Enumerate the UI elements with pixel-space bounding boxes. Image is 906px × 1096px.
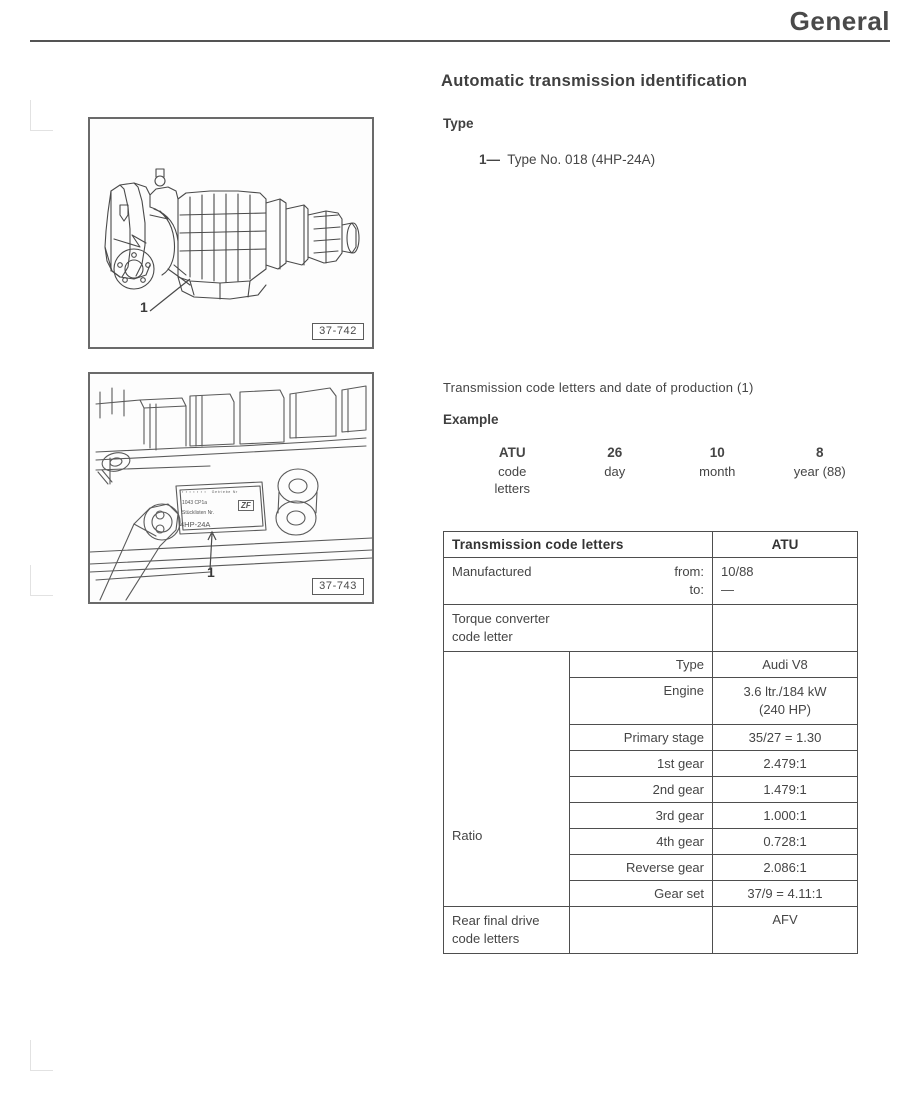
manufactured-label-cell [444, 558, 713, 605]
ratio-row-value-1-line1: 3.6 ltr./184 kW [743, 684, 827, 699]
figure-transmission-id-plate [88, 372, 374, 604]
example-value-year: 8 [815, 445, 824, 460]
type-heading: Type [443, 116, 474, 131]
example-column-month [666, 444, 769, 497]
plate-microtext-row: ▪ ▪ ▪ ▪ ▪ ▪ ▪ Getriebe Nr [182, 490, 239, 494]
registration-mark-bottom-left [30, 1040, 53, 1071]
registration-mark-mid-left [30, 565, 53, 596]
ratio-row-name-7: Reverse gear [570, 855, 713, 881]
ratio-row-name-8: Gear set [570, 881, 713, 907]
page-title: General [789, 6, 890, 36]
example-label-code-2: letters [494, 481, 530, 496]
example-column-code-letters [461, 444, 564, 497]
torque-converter-value-cell [713, 605, 858, 652]
type-item-number: 1— [479, 152, 501, 167]
manufactured-from-to [674, 563, 704, 599]
ratio-row-value-1-line2: (240 HP) [758, 702, 812, 717]
registration-mark-top-left [30, 100, 53, 131]
ratio-row-name-3: 1st gear [570, 751, 713, 777]
ratio-row-value-1 [713, 678, 858, 725]
rear-final-drive-label-line1: Rear final drive [452, 913, 540, 928]
example-label-code: code [498, 464, 527, 479]
manufactured-from-value: 10/88 [721, 564, 754, 579]
rear-final-drive-label-line2: code letters [452, 931, 520, 946]
table-header-value: ATU [713, 532, 858, 558]
ratio-row-name-0: Type [570, 652, 713, 678]
torque-converter-label-line1: Torque converter [452, 611, 550, 626]
ratio-label-cell [444, 652, 570, 907]
example-column-year [769, 444, 872, 497]
figure-1-callout-1: 1 [140, 299, 148, 315]
manufactured-value-cell [713, 558, 858, 605]
ratio-row-name-1: Engine [570, 678, 713, 725]
example-label-day: day [604, 464, 626, 479]
table-row-torque-converter [444, 605, 858, 652]
figure-1-reference-number: 37-742 [312, 323, 364, 340]
table-header-label: Transmission code letters [444, 532, 713, 558]
example-value-code: ATU [498, 445, 526, 460]
torque-converter-label-cell [444, 605, 713, 652]
manufactured-to-label: to: [689, 582, 704, 597]
manufactured-label: Manufactured [452, 564, 532, 579]
ratio-row-value-7: 2.086:1 [713, 855, 858, 881]
example-label-year: year (88) [793, 464, 846, 479]
ratio-row-name-5: 3rd gear [570, 803, 713, 829]
ratio-label: Ratio [452, 827, 483, 843]
example-column-day [564, 444, 667, 497]
example-grid [461, 444, 871, 497]
table-row-manufactured [444, 558, 858, 605]
manufactured-from-label: from: [674, 564, 704, 579]
example-value-month: 10 [709, 445, 725, 460]
ratio-row-value-3: 2.479:1 [713, 751, 858, 777]
transmission-spec-table [443, 531, 858, 954]
rear-final-drive-value-cell: AFV [713, 907, 858, 954]
page-header [0, 0, 906, 48]
plate-line-1: 1043 CP1a [182, 500, 208, 506]
ratio-row-value-8: 37/9 = 4.11:1 [713, 881, 858, 907]
ratio-row-value-4: 1.479:1 [713, 777, 858, 803]
rear-final-drive-middle-cell [570, 907, 713, 954]
torque-converter-label-line2: code letter [452, 629, 513, 644]
ratio-row-value-6: 0.728:1 [713, 829, 858, 855]
manufactured-to-value: — [721, 582, 734, 597]
ratio-row-value-2: 35/27 = 1.30 [713, 725, 858, 751]
section-title: Automatic transmission identification [441, 72, 748, 90]
ratio-row-name-2: Primary stage [570, 725, 713, 751]
code-letters-caption: Transmission code letters and date of production (1) [443, 380, 754, 395]
zf-logo-icon: ZF [238, 500, 254, 511]
ratio-row-name-4: 2nd gear [570, 777, 713, 803]
figure-2-callout-1: 1 [207, 564, 215, 580]
figure-transmission-assembly [88, 117, 374, 349]
header-divider-rule [30, 40, 890, 42]
table-row-header [444, 532, 858, 558]
ratio-row-value-0: Audi V8 [713, 652, 858, 678]
type-item-text: Type No. 018 (4HP-24A) [507, 152, 656, 167]
rear-final-drive-label-cell [444, 907, 570, 954]
type-list-item [479, 152, 655, 167]
figure-2-reference-number: 37-743 [312, 578, 364, 595]
table-row-rear-final-drive [444, 907, 858, 954]
plate-line-2: Stücklisten Nr. [182, 510, 214, 516]
table-row-ratio-type [444, 652, 858, 678]
example-heading: Example [443, 412, 499, 427]
ratio-row-name-6: 4th gear [570, 829, 713, 855]
example-value-day: 26 [607, 445, 623, 460]
plate-line-3: 4HP-24A [180, 520, 211, 529]
id-plate-location-drawing [90, 374, 372, 602]
ratio-row-value-5: 1.000:1 [713, 803, 858, 829]
transmission-assembly-drawing [90, 119, 372, 347]
example-label-month: month [699, 464, 736, 479]
